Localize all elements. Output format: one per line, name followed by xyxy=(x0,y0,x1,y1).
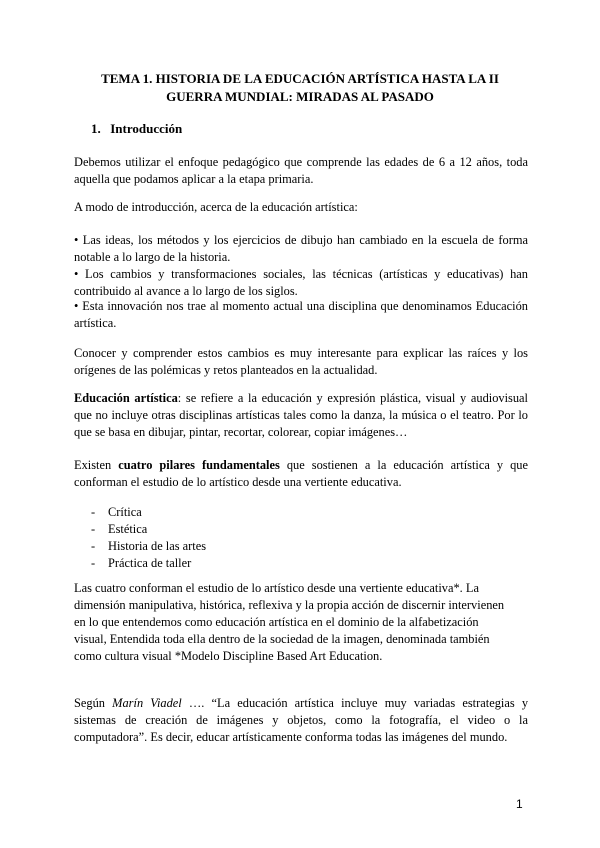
section-number: 1. xyxy=(91,121,101,136)
section-heading xyxy=(91,120,182,138)
text-line: dimensión manipulativa, histórica, reflexiva y la propia acción de discernir intervienen xyxy=(74,598,505,612)
paragraph-definition xyxy=(74,390,528,441)
pillars-list xyxy=(91,504,206,572)
author-name: Marín Viadel xyxy=(112,696,182,710)
list-item xyxy=(91,555,206,572)
dash-marker: - xyxy=(91,505,96,519)
bullet-item: • Las ideas, los métodos y los ejercicios de dibujo han cambiado en la escuela de forma notable a lo largo de la historia. xyxy=(74,233,528,264)
bullet-item: • Los cambios y transformaciones sociales, las técnicas (artísticas y educativas) han contribuido al avance a lo largo de los siglos. xyxy=(74,267,528,298)
list-item-label: Crítica xyxy=(108,505,142,519)
list-item-label: Práctica de taller xyxy=(108,556,192,570)
dash-marker: - xyxy=(91,539,96,553)
pillars-text-start: Existen xyxy=(74,458,119,472)
quote-text: …. “La educación artística incluye muy variadas estrategias y sistemas de creación de imágenes y objetos, como la fotografía, el video o la computadora”. Es decir, educar artísticamente conforma todas las imágenes del mundo. xyxy=(74,696,529,744)
text-line: Las cuatro conforman el estudio de lo artístico desde una vertiente educativa*. La xyxy=(74,581,479,595)
document-title: TEMA 1. HISTORIA DE LA EDUCACIÓN ARTÍSTICA HASTA LA II GUERRA MUNDIAL: MIRADAS AL PASADO xyxy=(101,71,499,104)
quote-text-start: Según xyxy=(74,696,113,710)
list-item xyxy=(91,504,206,521)
dash-marker: - xyxy=(91,522,96,536)
term-educacion-artistica: Educación artística xyxy=(74,391,178,405)
text-line: como cultura visual *Modelo Discipline Based Art Education. xyxy=(74,649,383,663)
paragraph-pillars xyxy=(74,457,528,491)
paragraph-intro: Debemos utilizar el enfoque pedagógico que comprende las edades de 6 a 12 años, toda aquella que podamos aplicar a la etapa primaria. xyxy=(74,155,528,186)
list-item xyxy=(91,521,206,538)
bullet-item: • Esta innovación nos trae al momento actual una disciplina que denominamos Educación artística. xyxy=(74,299,528,330)
list-item-label: Estética xyxy=(108,522,148,536)
dash-marker: - xyxy=(91,556,96,570)
paragraph-lead: A modo de introducción, acerca de la educación artística: xyxy=(74,200,358,214)
definition-text: : se refiere a la educación y expresión plástica, visual y audiovisual que no incluye otras disciplinas artísticas tales como la danza, la música o el teatro. Por lo que se basa en dibujar, pintar, recortar, colorear, copiar imágenes… xyxy=(74,391,529,439)
pillars-text-rest: que sostienen a la educación artística y que conforman el estudio de lo artístico desde una vertiente educativa. xyxy=(74,458,528,489)
page-number: 1 xyxy=(516,797,523,811)
list-item-label: Historia de las artes xyxy=(108,539,207,553)
list-item xyxy=(91,538,206,555)
paragraph-quote xyxy=(74,695,528,746)
paragraph-dimensions xyxy=(74,580,528,665)
text-line: en lo que entendemos como educación artística en el dominio de la alfabetización xyxy=(74,615,479,629)
section-label: Introducción xyxy=(110,121,183,136)
text-line: visual, Entendida toda ella dentro de la sociedad de la imagen, denominada también xyxy=(74,632,490,646)
paragraph-changes: Conocer y comprender estos cambios es muy interesante para explicar las raíces y los orígenes de las polémicas y retos planteados en la actualidad. xyxy=(74,346,528,377)
pillars-bold: cuatro pilares fundamentales xyxy=(118,458,280,472)
